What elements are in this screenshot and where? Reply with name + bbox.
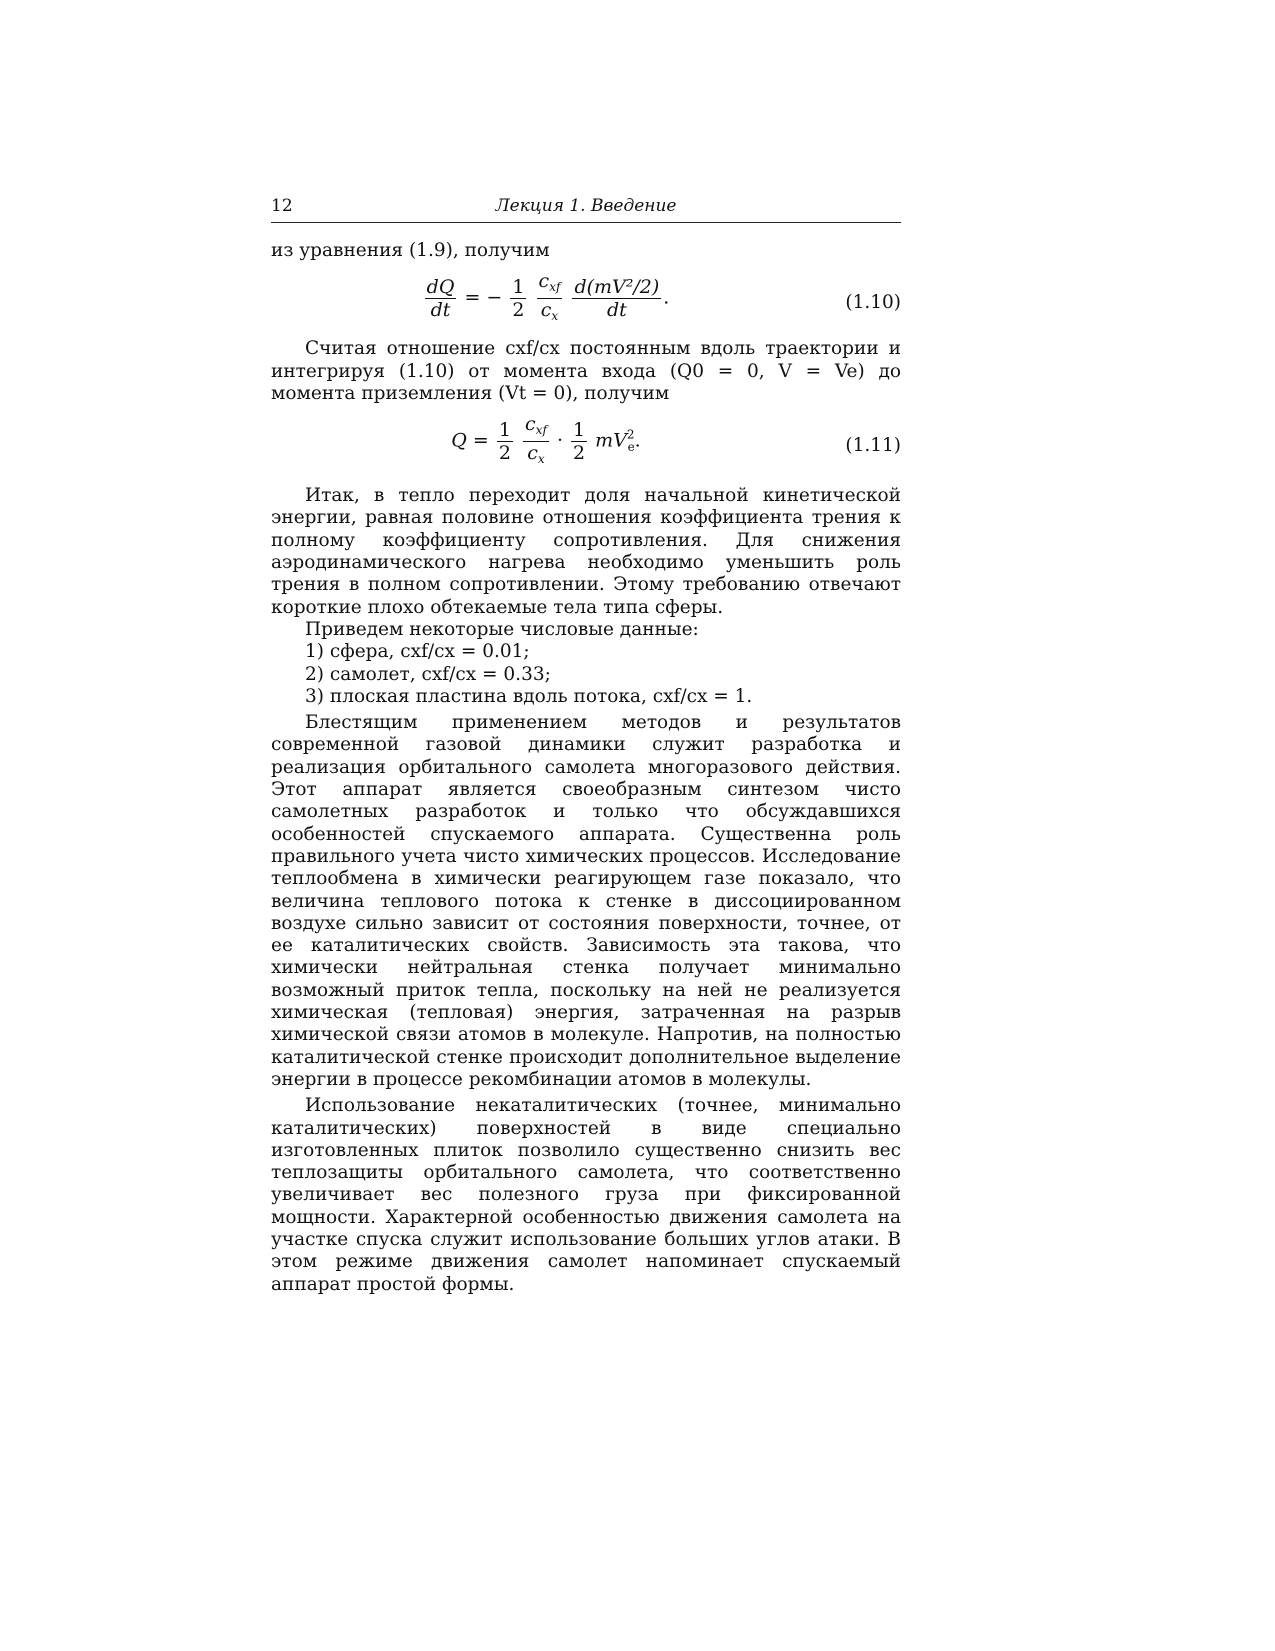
frac-denominator: 2 <box>573 442 586 465</box>
lhs: Q = <box>451 429 489 452</box>
paragraph-1: Считая отношение cxf/cx постоянным вдоль траектории и интегрируя (1.10) от момента входа (Q0 = 0, V = Ve) до момента приземления (Vt = 0), получим <box>271 338 901 404</box>
running-header <box>271 196 901 223</box>
list-item: 3) плоская пластина вдоль потока, cxf/cx = 1. <box>305 685 753 707</box>
subscript: x <box>537 452 545 467</box>
symbol: c <box>538 270 550 293</box>
equation-number: (1.11) <box>845 435 901 457</box>
frac-denominator: dt <box>606 299 627 322</box>
frac-half <box>497 419 513 464</box>
frac-numerator <box>523 413 549 442</box>
period: . <box>663 286 670 309</box>
list-item: 2) самолет, cxf/cx = 0.33; <box>305 663 551 685</box>
subscript: e <box>627 439 635 454</box>
frac-energy <box>572 276 661 321</box>
frac-numerator <box>537 270 563 299</box>
paragraph-4: Использование некаталитических (точнее, минимально каталитических) поверхностей в виде специально изготовленных плиток позволило существенно снизить вес теплозащиты орбитального самолета, что соответственно увеличивает вес полезного груза при фиксированной мощности. Характерной особенностью движения самолета на участке спуска служит использование больших углов атаки. В этом режиме движения самолет напоминает спускаемый аппарат простой формы. <box>271 1095 901 1295</box>
symbol: c <box>527 442 538 465</box>
rhs: mV <box>595 429 627 452</box>
frac-numerator: dQ <box>426 276 455 299</box>
spacer <box>271 330 901 338</box>
superscript: 2 <box>626 427 635 442</box>
equation-1-11 <box>271 413 901 473</box>
paragraph-2: Итак, в тепло переходит доля начальной кинетической энергии, равная половине отношения коэффициента трения к полному коэффициенту сопротивления. Для снижения аэродинамического нагрева необходимо уменьшить роль трения в полном сопротивлении. Этому требованию отвечают короткие плохо обтекаемые тела типа сферы. <box>271 485 901 618</box>
frac-numerator: d(mV²/2) <box>574 276 660 299</box>
frac-cxf-cx <box>537 270 563 327</box>
equation-1-10-formula <box>271 270 821 327</box>
frac-denominator <box>537 299 563 327</box>
frac-numerator: 1 <box>573 419 586 442</box>
equals-minus: = − <box>464 286 503 309</box>
subscript: x <box>551 309 559 324</box>
equation-1-10 <box>271 270 901 330</box>
intro-line: из уравнения (1.9), получим <box>271 240 550 261</box>
frac-numerator: 1 <box>512 276 525 299</box>
equation-1-11-formula <box>271 413 821 470</box>
page-number: 12 <box>271 196 293 216</box>
frac-numerator: 1 <box>498 419 511 442</box>
list-item: 1) сфера, cxf/cx = 0.01; <box>305 641 530 663</box>
symbol: c <box>540 299 552 322</box>
frac-denominator: 2 <box>498 442 511 465</box>
subscript: xf <box>549 280 561 295</box>
frac-cxf-cx <box>523 413 549 470</box>
subscript: xf <box>535 423 547 438</box>
running-title: Лекция 1. Введение <box>495 196 677 216</box>
frac-denominator <box>523 442 549 470</box>
period: . <box>634 429 641 452</box>
equation-number: (1.10) <box>845 292 901 314</box>
multiply-dot: · <box>556 429 563 452</box>
symbol: c <box>525 413 536 436</box>
frac-half-2 <box>571 419 587 464</box>
list-intro: Приведем некоторые числовые данные: <box>305 618 699 640</box>
frac-denominator: dt <box>430 299 451 322</box>
frac-denominator: 2 <box>512 299 525 322</box>
spacer <box>271 473 901 485</box>
page-body <box>271 240 901 1296</box>
frac-half <box>510 276 526 321</box>
frac-dq-dt <box>425 276 457 321</box>
paragraph-3: Блестящим применением методов и результатов современной газовой динамики служит разработка и реализация орбитального самолета многоразового действия. Этот аппарат является своеобразным синтезом чисто самолетных разработок и только что обсуждавшихся особенностей спускаемого аппарата. Существенна роль правильного учета чисто химических процессов. Исследование теплообмена в химически реагирующем газе показало, что величина теплового потока к стенке в диссоциированном воздухе сильно зависит от состояния поверхности, точнее, от ее каталитических свойств. Зависимость эта такова, что химически нейтральная стенка получает минимально возможный приток тепла, поскольку на ней не реализуется химическая (тепловая) энергия, затраченная на разрыв химической связи атомов в молекуле. Напротив, на полностью каталитической стенке происходит дополнительное выделение энергии в процессе рекомбинации атомов в молекулы. <box>271 712 901 1090</box>
